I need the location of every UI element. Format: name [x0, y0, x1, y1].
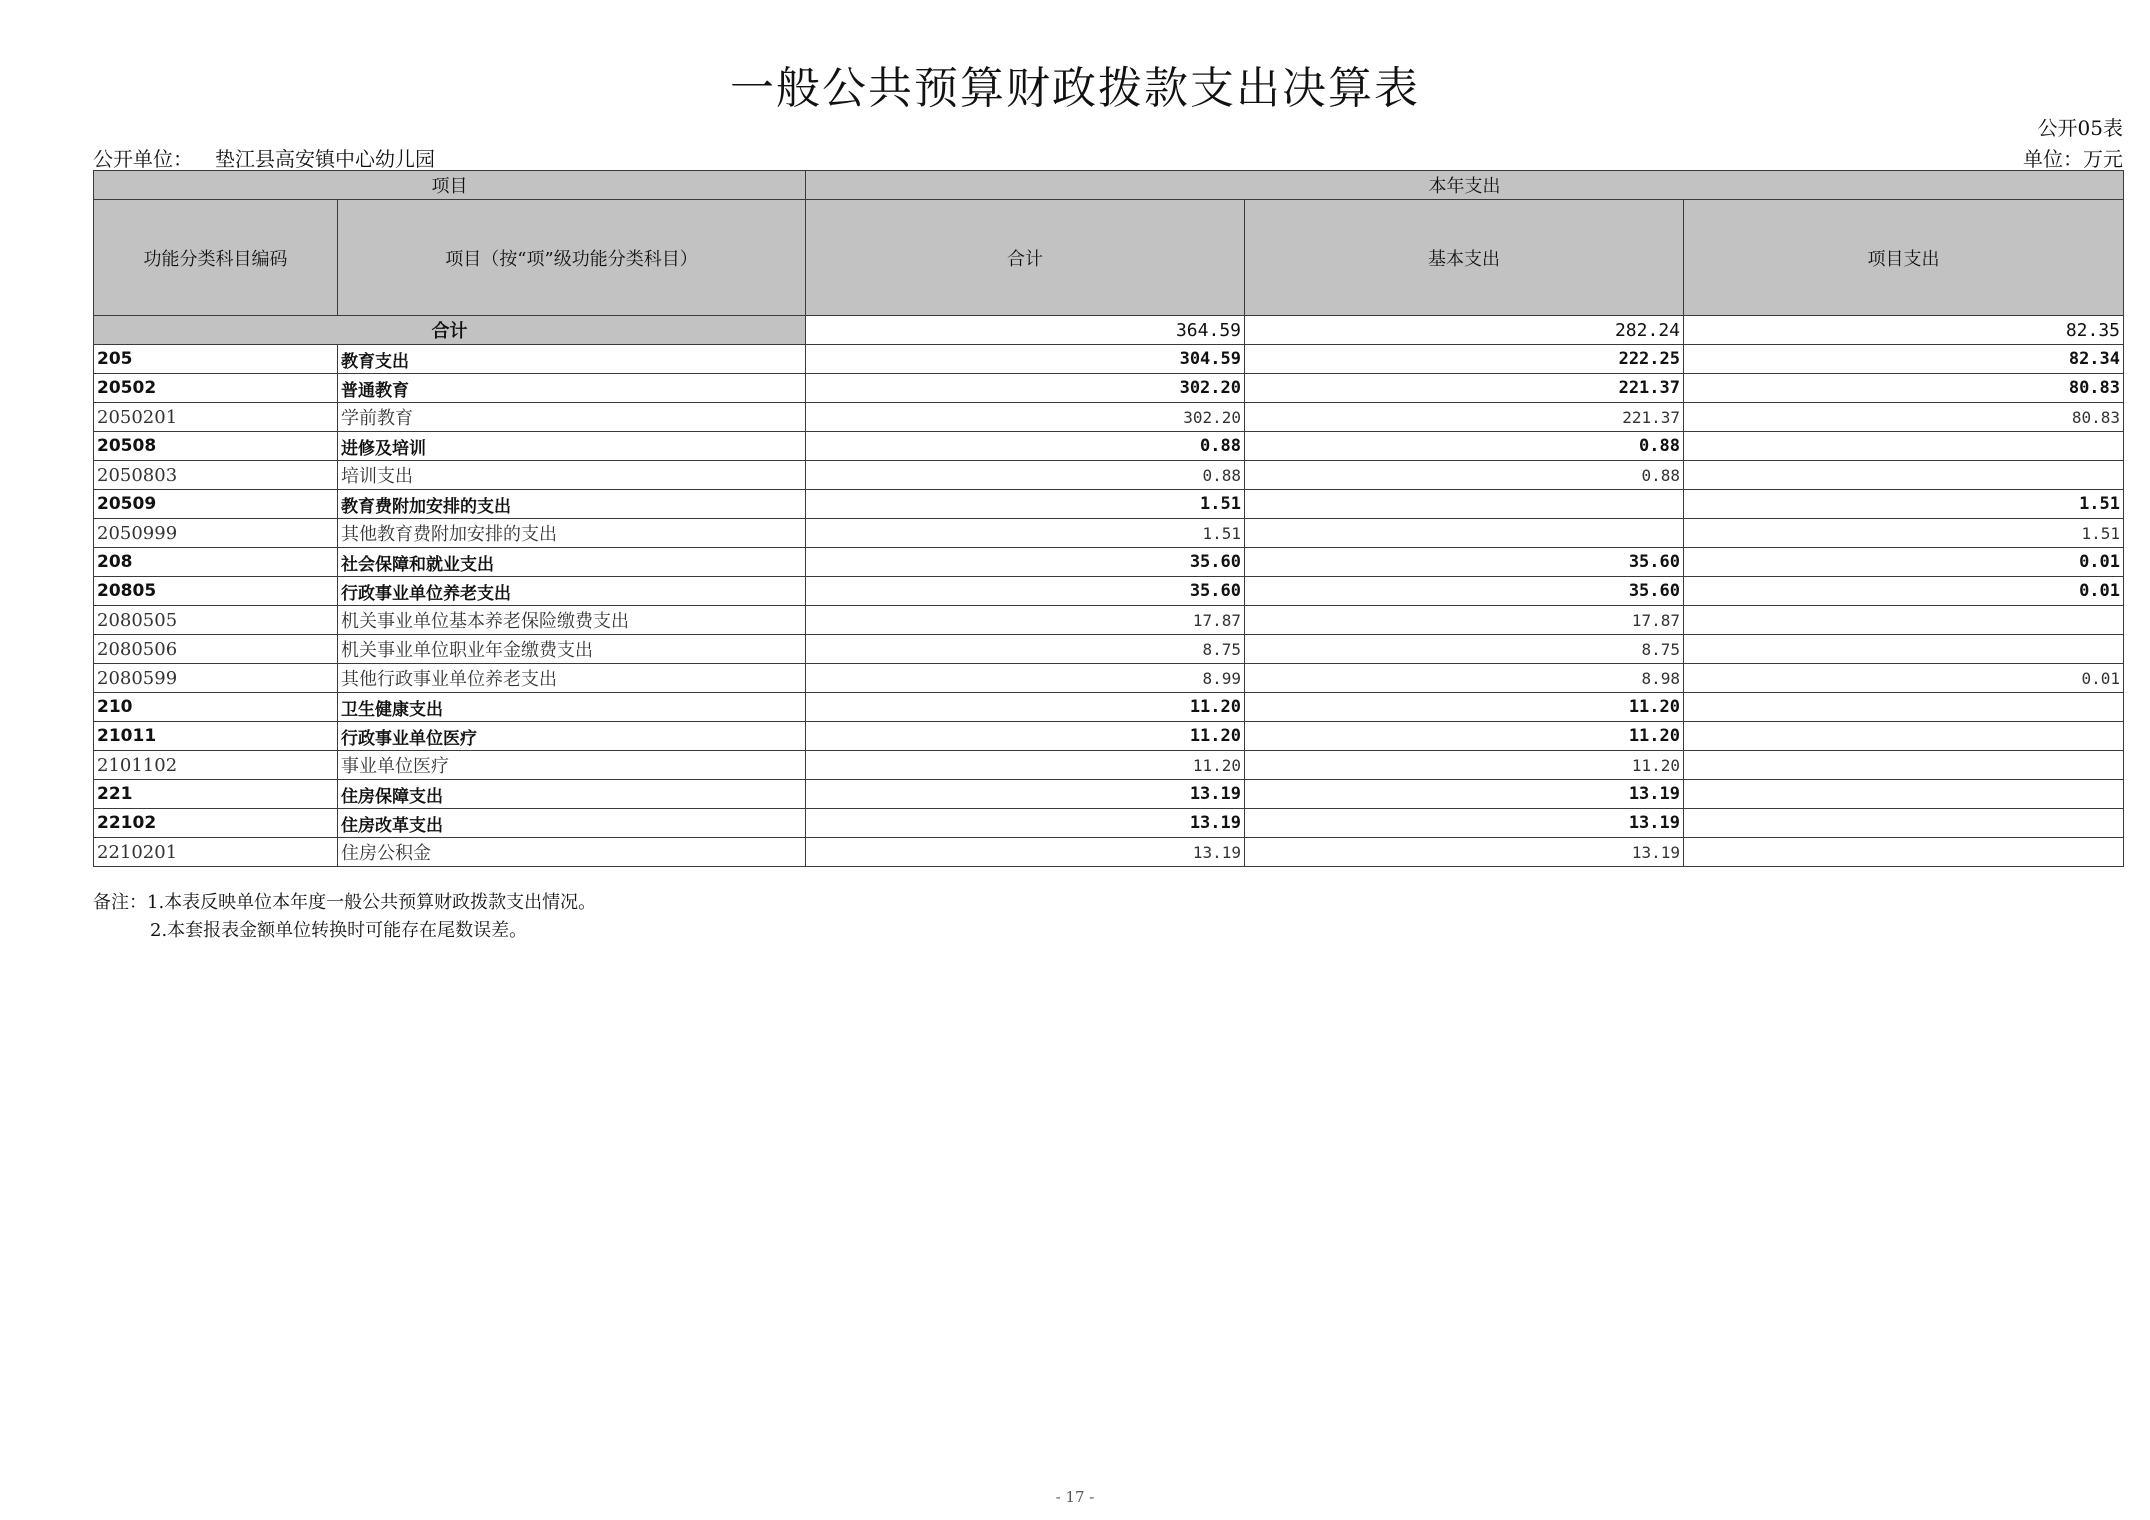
row-total: 0.88 [806, 432, 1245, 461]
row-total: 304.59 [806, 345, 1245, 374]
row-project [1684, 751, 2124, 780]
row-project: 82.34 [1684, 345, 2124, 374]
row-total: 1.51 [806, 519, 1245, 548]
table-row [94, 345, 2124, 374]
total-label: 合计 [94, 316, 806, 345]
row-code: 2101102 [94, 751, 338, 780]
row-code: 20805 [94, 577, 338, 606]
row-basic: 35.60 [1245, 577, 1684, 606]
header-project: 项目支出 [1684, 200, 2124, 316]
row-code: 208 [94, 548, 338, 577]
row-project: 1.51 [1684, 519, 2124, 548]
table-row [94, 838, 2124, 867]
table-row [94, 693, 2124, 722]
header-name: 项目（按“项”级功能分类科目） [338, 200, 806, 316]
header-total: 合计 [806, 200, 1245, 316]
row-name: 社会保障和就业支出 [338, 548, 806, 577]
table-row [94, 374, 2124, 403]
row-basic: 13.19 [1245, 809, 1684, 838]
row-project [1684, 838, 2124, 867]
expenditure-table [93, 170, 2124, 867]
row-basic: 0.88 [1245, 432, 1684, 461]
row-name: 其他行政事业单位养老支出 [338, 664, 806, 693]
row-code: 21011 [94, 722, 338, 751]
row-code: 2050201 [94, 403, 338, 432]
row-total: 13.19 [806, 838, 1245, 867]
row-name: 住房改革支出 [338, 809, 806, 838]
row-project [1684, 432, 2124, 461]
row-name: 住房保障支出 [338, 780, 806, 809]
row-total: 302.20 [806, 403, 1245, 432]
table-row [94, 490, 2124, 519]
row-name: 行政事业单位医疗 [338, 722, 806, 751]
table-row [94, 519, 2124, 548]
row-total: 8.99 [806, 664, 1245, 693]
row-basic: 17.87 [1245, 606, 1684, 635]
row-project [1684, 606, 2124, 635]
table-row [94, 751, 2124, 780]
row-total: 0.88 [806, 461, 1245, 490]
row-total: 35.60 [806, 577, 1245, 606]
row-name: 机关事业单位职业年金缴费支出 [338, 635, 806, 664]
row-total: 13.19 [806, 809, 1245, 838]
row-basic: 8.75 [1245, 635, 1684, 664]
row-project [1684, 809, 2124, 838]
table-number: 公开05表 [2037, 116, 2123, 140]
row-name: 事业单位医疗 [338, 751, 806, 780]
row-project [1684, 635, 2124, 664]
table-row [94, 577, 2124, 606]
row-name: 普通教育 [338, 374, 806, 403]
note-2: 2.本套报表金额单位转换时可能存在尾数误差。 [150, 920, 528, 941]
row-code: 20502 [94, 374, 338, 403]
row-code: 20509 [94, 490, 338, 519]
row-name: 其他教育费附加安排的支出 [338, 519, 806, 548]
row-project [1684, 693, 2124, 722]
row-code: 2080506 [94, 635, 338, 664]
row-name: 培训支出 [338, 461, 806, 490]
row-total: 11.20 [806, 751, 1245, 780]
row-code: 2210201 [94, 838, 338, 867]
total-row [94, 316, 2124, 345]
row-name: 教育费附加安排的支出 [338, 490, 806, 519]
total-amount: 364.59 [806, 316, 1245, 345]
row-total: 8.75 [806, 635, 1245, 664]
row-basic: 0.88 [1245, 461, 1684, 490]
row-code: 2050999 [94, 519, 338, 548]
header-current-year-group: 本年支出 [806, 171, 2124, 200]
row-project [1684, 722, 2124, 751]
page-number: - 17 - [1055, 1488, 1095, 1506]
table-row [94, 722, 2124, 751]
row-project: 0.01 [1684, 664, 2124, 693]
row-total: 11.20 [806, 693, 1245, 722]
row-code: 210 [94, 693, 338, 722]
total-basic: 282.24 [1245, 316, 1684, 345]
org-name: 垫江县高安镇中心幼儿园 [215, 147, 435, 171]
row-basic: 13.19 [1245, 780, 1684, 809]
row-basic: 8.98 [1245, 664, 1684, 693]
row-basic: 11.20 [1245, 722, 1684, 751]
row-total: 35.60 [806, 548, 1245, 577]
org-label: 公开单位： [93, 147, 193, 171]
row-code: 2080505 [94, 606, 338, 635]
row-project: 0.01 [1684, 577, 2124, 606]
header-row-groups [94, 171, 2124, 200]
row-basic: 221.37 [1245, 374, 1684, 403]
row-name: 教育支出 [338, 345, 806, 374]
total-project: 82.35 [1684, 316, 2124, 345]
row-total: 17.87 [806, 606, 1245, 635]
row-code: 22102 [94, 809, 338, 838]
row-name: 行政事业单位养老支出 [338, 577, 806, 606]
table-row [94, 606, 2124, 635]
row-basic: 11.20 [1245, 693, 1684, 722]
row-name: 进修及培训 [338, 432, 806, 461]
row-total: 13.19 [806, 780, 1245, 809]
table-row [94, 403, 2124, 432]
row-basic: 222.25 [1245, 345, 1684, 374]
row-project [1684, 780, 2124, 809]
row-total: 11.20 [806, 722, 1245, 751]
row-basic: 35.60 [1245, 548, 1684, 577]
row-basic [1245, 519, 1684, 548]
row-name: 住房公积金 [338, 838, 806, 867]
row-project: 0.01 [1684, 548, 2124, 577]
row-total: 1.51 [806, 490, 1245, 519]
row-project: 80.83 [1684, 403, 2124, 432]
currency-unit: 单位：万元 [2023, 147, 2123, 171]
row-name: 机关事业单位基本养老保险缴费支出 [338, 606, 806, 635]
table-row [94, 461, 2124, 490]
row-basic [1245, 490, 1684, 519]
header-row-columns [94, 200, 2124, 316]
row-code: 2080599 [94, 664, 338, 693]
note-1: 备注：1.本表反映单位本年度一般公共预算财政拨款支出情况。 [93, 892, 597, 913]
row-code: 221 [94, 780, 338, 809]
table-row [94, 548, 2124, 577]
row-basic: 11.20 [1245, 751, 1684, 780]
row-code: 20508 [94, 432, 338, 461]
row-code: 2050803 [94, 461, 338, 490]
row-name: 学前教育 [338, 403, 806, 432]
row-total: 302.20 [806, 374, 1245, 403]
header-basic: 基本支出 [1245, 200, 1684, 316]
table-row [94, 432, 2124, 461]
row-basic: 13.19 [1245, 838, 1684, 867]
row-project: 80.83 [1684, 374, 2124, 403]
table-row [94, 780, 2124, 809]
page-title: 一般公共预算财政拨款支出决算表 [730, 63, 1420, 114]
row-name: 卫生健康支出 [338, 693, 806, 722]
row-basic: 221.37 [1245, 403, 1684, 432]
table-row [94, 635, 2124, 664]
unit-info-line [93, 143, 2123, 172]
header-project-group: 项目 [94, 171, 806, 200]
header-code: 功能分类科目编码 [94, 200, 338, 316]
table-row [94, 664, 2124, 693]
row-code: 205 [94, 345, 338, 374]
row-project: 1.51 [1684, 490, 2124, 519]
table-row [94, 809, 2124, 838]
row-project [1684, 461, 2124, 490]
